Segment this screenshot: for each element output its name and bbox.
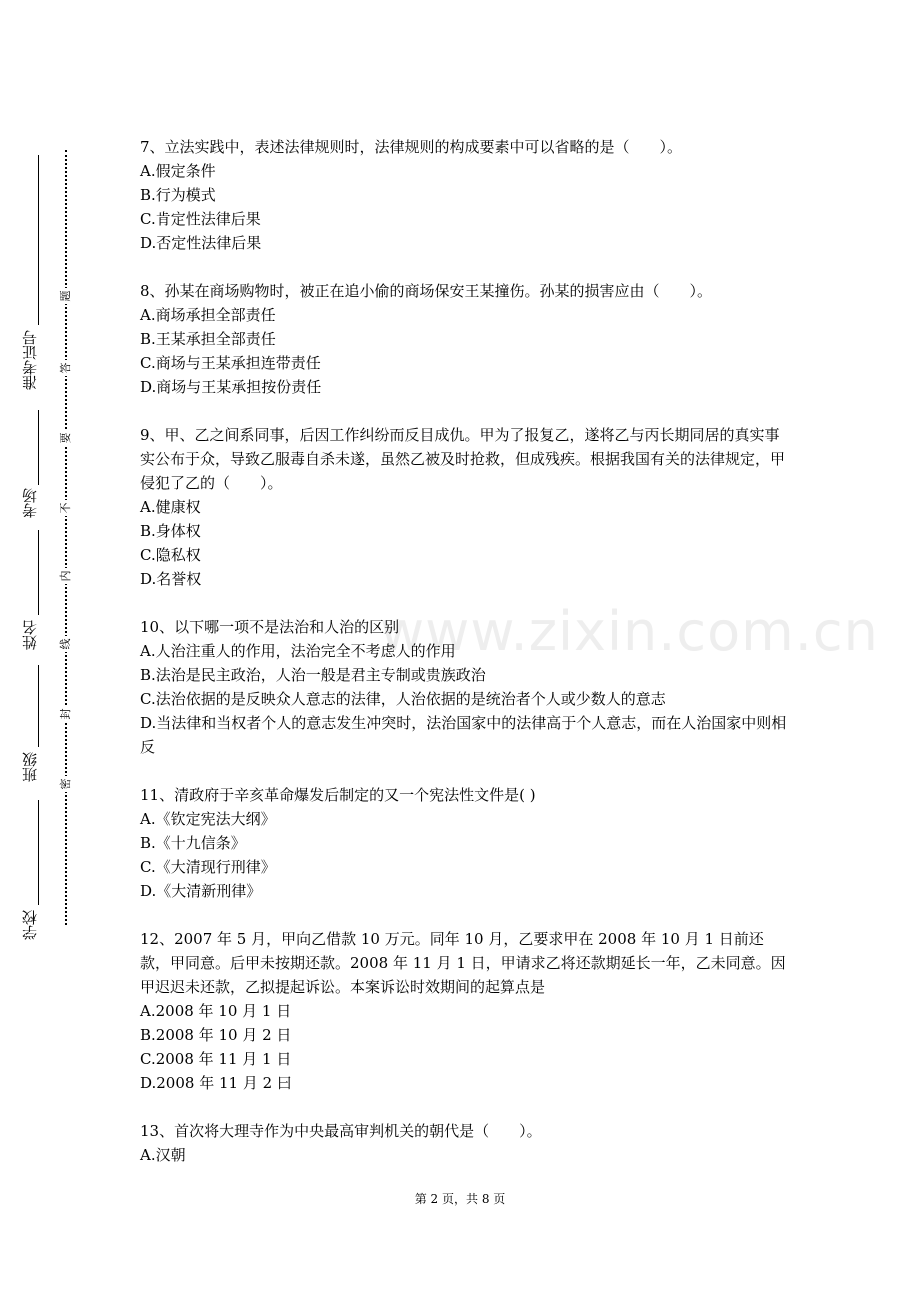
question-text: 13、首次将大理寺作为中央最高审判机关的朝代是（ ）。 (140, 1122, 542, 1140)
option-d: D.当法律和当权者个人的意志发生冲突时，法治国家中的法律高于个人意志，而在人治国家中则相反 (140, 714, 787, 756)
question-11 (140, 783, 790, 903)
seal-char-da: 答 (58, 360, 74, 376)
question-9 (140, 423, 790, 591)
seal-char-mi: 密 (58, 776, 74, 792)
question-12 (140, 927, 790, 1095)
label-exam-room: 考场 (21, 488, 39, 518)
option-c: C.肯定性法律后果 (140, 210, 261, 228)
option-d: D.2008 年 11 月 2 曰 (140, 1074, 292, 1092)
seal-char-bu: 不 (58, 500, 74, 516)
line-school (38, 800, 39, 905)
seal-char-nei: 内 (58, 568, 74, 584)
option-b: B.2008 年 10 月 2 日 (140, 1026, 292, 1044)
question-text: 7、立法实践中，表述法律规则时，法律规则的构成要素中可以省略的是（ ）。 (140, 138, 683, 156)
question-list (140, 135, 790, 1191)
option-b: B.《十九信条》 (140, 834, 246, 852)
option-b: B.行为模式 (140, 186, 216, 204)
label-class: 班级 (21, 752, 39, 782)
option-a: A.健康权 (140, 498, 201, 516)
option-a: A.2008 年 10 月 1 日 (140, 1002, 292, 1020)
option-b: B.法治是民主政治，人治一般是君主专制或贵族政治 (140, 666, 486, 684)
option-d: D.商场与王某承担按份责任 (140, 378, 322, 396)
option-a: A.《钦定宪法大纲》 (140, 810, 276, 828)
question-8 (140, 279, 790, 399)
question-text: 10、以下哪一项不是法治和人治的区别 (140, 618, 400, 636)
label-name: 姓名 (21, 620, 39, 650)
option-a: A.假定条件 (140, 162, 216, 180)
option-a: A.商场承担全部责任 (140, 306, 276, 324)
dotted-seal-line (65, 150, 67, 925)
option-d: D.否定性法律后果 (140, 234, 262, 252)
option-c: C.2008 年 11 月 1 日 (140, 1050, 292, 1068)
option-a: A.人治注重人的作用，法治完全不考虑人的作用 (140, 642, 456, 660)
line-class (38, 665, 39, 747)
option-c: C.商场与王某承担连带责任 (140, 354, 321, 372)
option-a: A.汉朝 (140, 1146, 186, 1164)
seal-char-ti: 题 (58, 288, 74, 304)
line-exam-number (38, 155, 39, 325)
question-text: 12、2007 年 5 月，甲向乙借款 10 万元。同年 10 月，乙要求甲在 2008 年 10 月 1 日前还款，甲同意。后甲未按期还款。2008 年 11 月 1 日，甲请求乙将还款期延长一年，乙未同意。因甲迟迟未还款，乙拟提起诉讼。本案诉讼时效期间的起算点是 (140, 930, 786, 996)
option-d: D.《大清新刑律》 (140, 882, 262, 900)
page-footer: 第 2 页，共 8 页 (414, 1192, 506, 1206)
option-c: C.法治依据的是反映众人意志的法律，人治依据的是统治者个人或少数人的意志 (140, 690, 666, 708)
seal-char-xian: 线 (58, 636, 74, 652)
question-13 (140, 1119, 790, 1167)
question-text: 8、孙某在商场购物时，被正在追小偷的商场保安王某撞伤。孙某的损害应由（ ）。 (140, 282, 713, 300)
line-exam-room (38, 410, 39, 485)
option-c: C.《大清现行刑律》 (140, 858, 276, 876)
seal-char-feng: 封 (58, 706, 74, 722)
option-d: D.名誉权 (140, 570, 202, 588)
question-7 (140, 135, 790, 255)
line-name (38, 530, 39, 615)
watermark: www.zixin.com.cn (380, 600, 879, 663)
option-c: C.隐私权 (140, 546, 201, 564)
question-text: 9、甲、乙之间系同事，后因工作纠纷而反目成仇。甲为了报复乙，遂将乙与丙长期同居的真实事实公布于众，导致乙服毒自杀未遂，虽然乙被及时抢救，但成残疾。根据我国有关的法律规定，甲侵犯了乙的（ ）。 (140, 426, 786, 492)
label-exam-number: 准考证号 (21, 330, 39, 390)
label-school: 学校 (21, 910, 39, 940)
option-b: B.王某承担全部责任 (140, 330, 276, 348)
question-10 (140, 615, 790, 759)
option-b: B.身体权 (140, 522, 201, 540)
question-text: 11、清政府于辛亥革命爆发后制定的又一个宪法性文件是( ) (140, 786, 536, 804)
seal-char-yao: 要 (58, 430, 74, 446)
